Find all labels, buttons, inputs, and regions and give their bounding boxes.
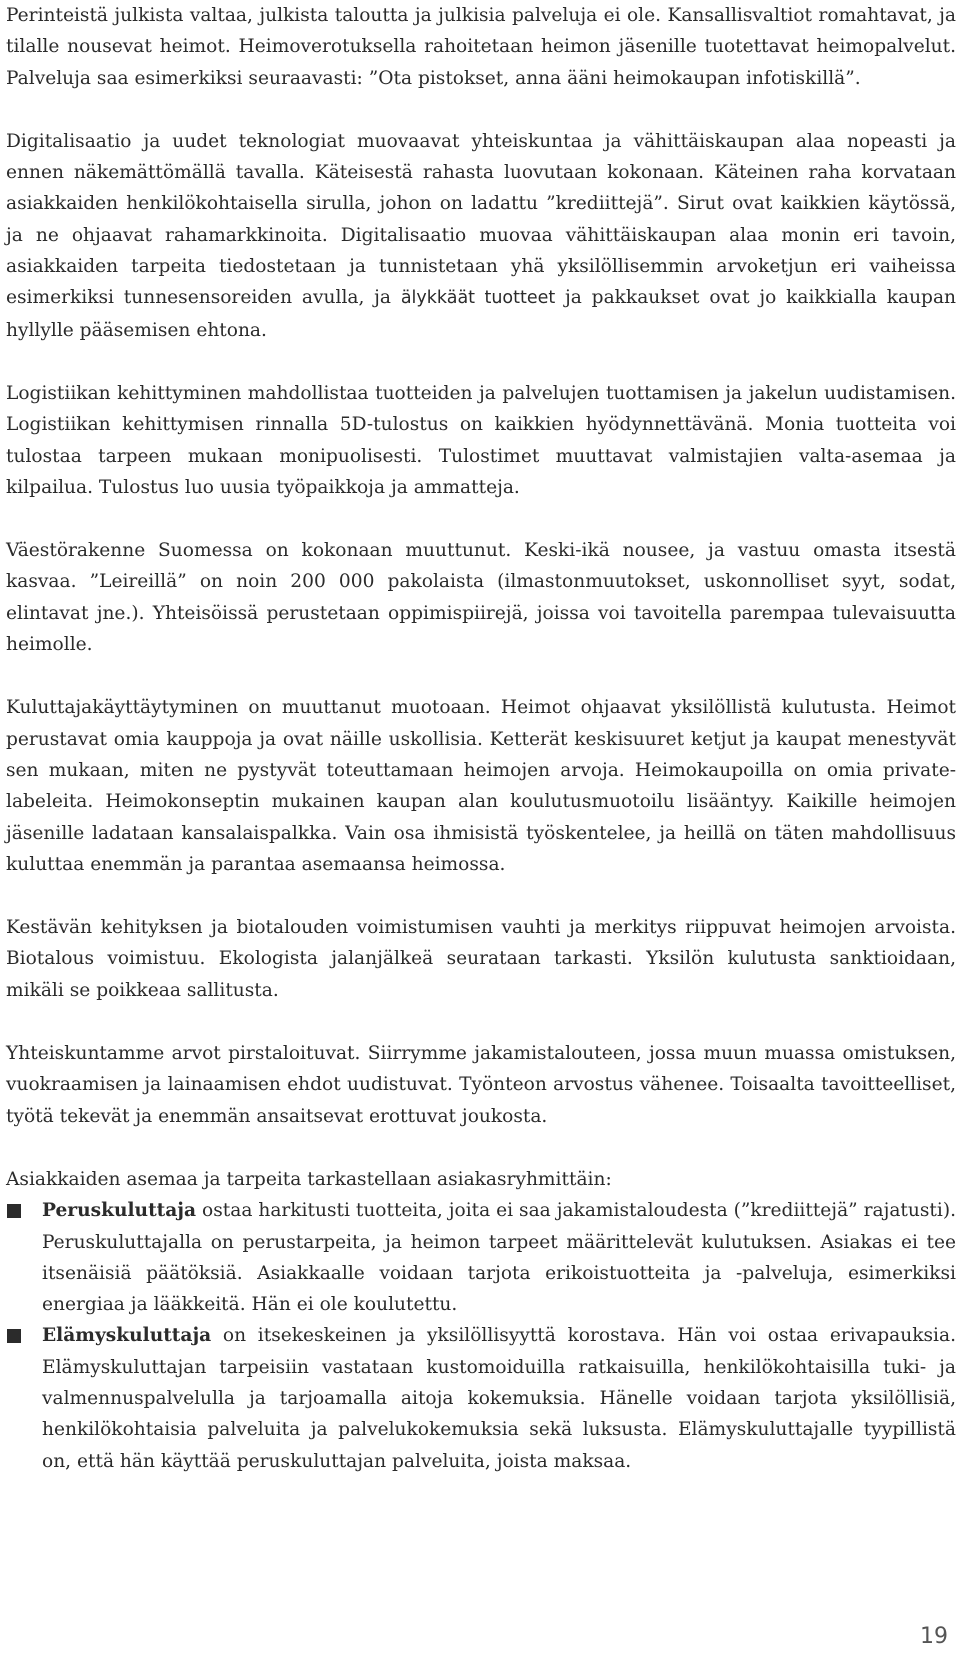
list-item bbox=[6, 1320, 956, 1476]
list-item-term: Peruskuluttaja bbox=[42, 1200, 197, 1222]
paragraph-values: Yhteiskuntamme arvot pirstaloituvat. Siirrymme jakamistalouteen, jossa muun muassa omistuksen, vuokraamisen ja lainaamisen ehdot uudistuvat. Työnteon arvostus vähenee. Toisaalta tavoitteelliset, työtä tekevät ja enemmän ansaitsevat erottuvat joukosta. bbox=[6, 1043, 956, 1127]
paragraph-customer-groups-intro: Asiakkaiden asemaa ja tarpeita tarkastellaan asiakasryhmittäin: bbox=[6, 1168, 612, 1190]
paragraph-digitalisation-text: Digitalisaatio ja uudet teknologiat muovaavat yhteiskuntaa ja vähittäiskaupan alaa nopeasti ja ennen näkemättömällä tavalla. Käteisestä rahasta luovutaan kokonaan. Käteinen raha korvataan asiakkaiden henkilökohtaisella sirulla, johon on ladattu ”krediittejä”. Sirut ovat kaikkien käytössä, ja ne ohjaavat rahamarkkinoita. Digitalisaatio muovaa vähittäiskaupan alaa monin eri tavoin, asiakkaiden tarpeita tiedostetaan ja tunnistetaan yhä yksilöllisemmin arvoketjun eri vaiheissa esimerkiksi tunnesensoreiden avulla, ja bbox=[6, 130, 956, 309]
paragraph-digitalisation bbox=[6, 126, 956, 346]
page-body bbox=[6, 0, 956, 1477]
paragraph-sustainability: Kestävän kehityksen ja biotalouden voimistumisen vauhti ja merkitys riippuvat heimojen arvoista. Biotalous voimistuu. Ekologista jalanjälkeä seurataan tarkasti. Yksilön kulutusta sanktioidaan, mikäli se poikkeaa sallitusta. bbox=[6, 917, 956, 1001]
paragraph-logistics: Logistiikan kehittyminen mahdollistaa tuotteiden ja palvelujen tuottamisen ja jakelun uudistamisen. Logistiikan kehittymisen rinnalla 5D-tulostus on kaikkien hyödynnettävänä. Monia tuotteita voi tulostaa tarpeen mukaan monipuolisesti. Tulostimet muuttavat valmistajien valta-asemaa ja kilpailua. Tulostus luo uusia työpaikkoja ja ammatteja. bbox=[6, 382, 956, 498]
list-item-term: Elämyskuluttaja bbox=[42, 1325, 212, 1347]
list-item-text: on itsekeskeinen ja yksilöllisyyttä korostava. Hän voi ostaa erivapauksia. Elämyskuluttajan tarpeisiin vastataan kustomoiduilla ratkaisuilla, henkilökohtaisilla tuki- ja valmennuspalvelulla ja tarjoamalla aitoja kokemuksia. Hänelle voidaan tarjota yksilöllisiä, henkilökohtaisia palveluita ja palvelukokemuksia sekä luksusta. Elämyskuluttajalle tyypillistä on, että hän käyttää peruskuluttajan palveluita, joista maksaa. bbox=[42, 1325, 956, 1472]
paragraph-public-power: Perinteistä julkista valtaa, julkista taloutta ja julkisia palveluja ei ole. Kansallisvaltiot romahtavat, ja tilalle nousevat heimot. Heimoverotuksella rahoitetaan heimon jäsenille tuotettavat heimopalvelut. Palveluja saa esimerkiksi seuraavasti: ”Ota pistokset, anna ääni heimokaupan infotiskillä”. bbox=[6, 5, 956, 89]
square-bullet-icon bbox=[7, 1204, 21, 1218]
list-item-text: ostaa harkitusti tuotteita, joita ei saa jakamistaloudesta (”krediittejä” rajatusti). Peruskuluttajalla on perustarpeita, ja heimon tarpeet määrittelevät kulutuksen. Asiakas ei tee itsenäisiä päätöksiä. Asiakkaalle voidaan tarjota erikoistuotteita ja -palveluja, esimerkiksi energiaa ja lääkkeitä. Hän ei ole koulutettu. bbox=[42, 1200, 956, 1316]
paragraph-consumer-behaviour: Kuluttajakäyttäytyminen on muuttanut muotoaan. Heimot ohjaavat yksilöllistä kulutusta. Heimot perustavat omia kauppoja ja ovat näille uskollisia. Ketterät keskisuuret ketjut ja kaupat menestyvät sen mukaan, miten ne pystyvät toteuttamaan heimojen arvoja. Heimokaupoilla on omia private-labeleita. Heimokonseptin mukainen kaupan alan koulutusmuotoilu lisääntyy. Kaikille heimojen jäsenille ladataan kansalaispalkka. Vain osa ihmisistä työskentelee, ja heillä on täten mahdollisuus kuluttaa enemmän ja parantaa asemaansa heimossa. bbox=[6, 697, 956, 875]
square-bullet-icon bbox=[7, 1329, 21, 1343]
paragraph-digitalisation-tail: ja pakkaukset ovat jo kaikkialla kaupan hyllylle pääsemisen ehtona. bbox=[6, 287, 957, 341]
list-item bbox=[6, 1195, 956, 1320]
smart-products-term: älykkäät tuotteet bbox=[400, 288, 556, 309]
page-number: 19 bbox=[920, 1624, 948, 1649]
paragraph-demographics: Väestörakenne Suomessa on kokonaan muuttunut. Keski-ikä nousee, ja vastuu omasta itsestä kasvaa. ”Leireillä” on noin 200 000 pakolaista (ilmastonmuutokset, uskonnolliset syyt, sodat, elintavat jne.). Yhteisöissä perustetaan oppimispiirejä, joissa voi tavoitella parempaa tulevaisuutta heimolle. bbox=[6, 540, 956, 656]
customer-group-list bbox=[6, 1195, 956, 1477]
